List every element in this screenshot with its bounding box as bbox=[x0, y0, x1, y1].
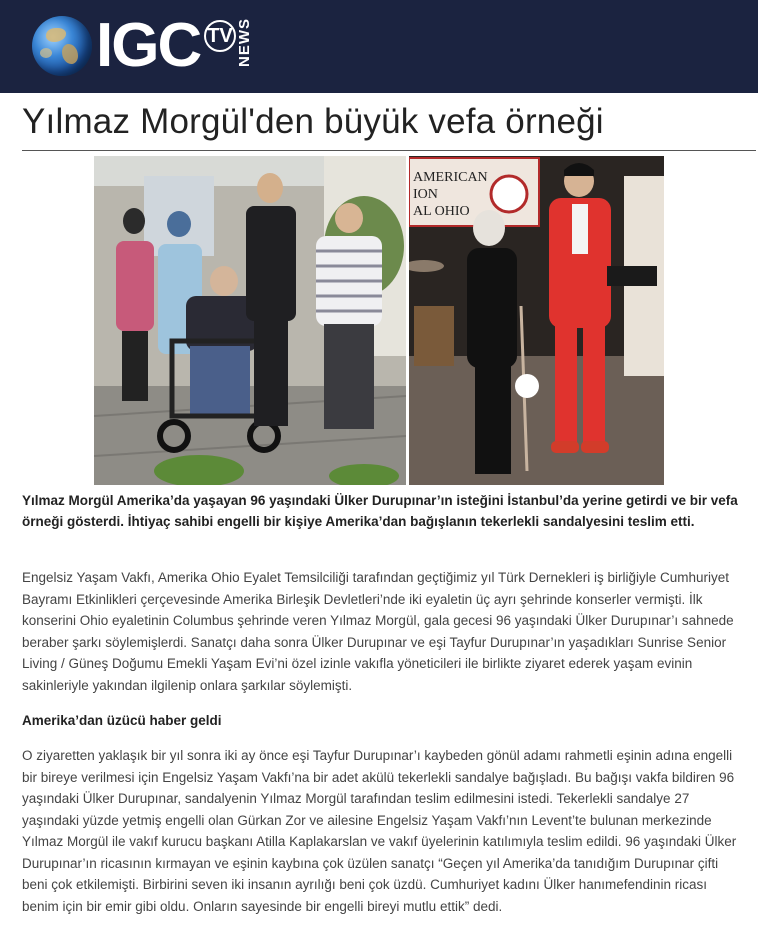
logo-text: IGC bbox=[96, 11, 201, 80]
banner-text-line2: ION bbox=[413, 187, 438, 202]
logo-tv-badge: TV bbox=[204, 20, 236, 52]
article-lead: Yılmaz Morgül Amerika’da yaşayan 96 yaşındaki Ülker Durupınar’ın isteğini İstanbul’da yerine getirdi ve bir vefa örneği gösterdi. İhtiyaç sahibi engelli bir kişiye Amerika’dan bağışlanın tekerlekli sandalyesini teslim etti. bbox=[22, 493, 738, 529]
banner-text-line1: AMERICAN bbox=[413, 170, 488, 185]
banner-text-line3: AL OHIO bbox=[413, 204, 470, 219]
article-subheading: Amerika’dan üzücü haber geldi bbox=[22, 713, 222, 728]
article-paragraph-1: Engelsiz Yaşam Vakfı, Amerika Ohio Eyalet Temsilciliği tarafından geçtiğimiz yıl Türk Dernekleri iş birliğiyle Cumhuriyet Bayramı Etkinlikleri çerçevesinde Amerika Birleşik Devletleri’nde iki eyaletin üç ayrı şehrinde konserler vermişti. İlk konserini Ohio eyaletinin Columbus şehrinde veren Yılmaz Morgül, gala gecesi 96 yaşındaki Ülker Durupınar’ı sahnede beraber şarkı söylemişlerdi. Sanatçı daha sonra Ülker Durupınar ve eşi Tayfur Durupınar’ın yaşadıkları Sunrise Senior Living / Güneş Doğumu Emekli Yaşam Evi’ni özel izinle vakıfla yöneticileri ile birlikte ziyaret ederek yaşam evinin sakinleriyle yakından ilgilenip onlara şarkılar söylemişti. bbox=[22, 570, 734, 693]
article-photo-stage-performance bbox=[409, 156, 664, 485]
logo-news-label: NEWS bbox=[236, 18, 253, 67]
article-photo-wheelchair-handover bbox=[94, 156, 406, 485]
globe-icon bbox=[32, 16, 92, 76]
article-paragraph-2: O ziyaretten yaklaşık bir yıl sonra iki ay önce eşi Tayfur Durupınar’ı kaybeden gönül adamı rahmetli eşinin adına engelli bir bireye verilmesi için Engelsiz Yaşam Vakfı’na bir adet akülü tekerlekli sandalye bağışladı. Bu bağışı vakfa bildiren 96 yaşındaki Ülker Durupınar, sandalyenin Yılmaz Morgül tarafından teslim edilmesini istedi. Tekerlekli sandalye 27 yaşındaki yüzde yetmiş engelli olan Gürkan Zor ve ailesine Engelsiz Yaşam Vakfı’nın Levent’te bulunan merkezinde Yılmaz Morgül ile vakıf kurucu başkanı Atilla Kaplakarslan ve vakıf üyelerinin katılımıyla teslim edildi. 96 yaşındaki Ülker Durupınar’ın ricasının kırmayan ve eşinin kaybına çok üzülen sanatçı “Geçen yıl Amerika’da tanıdığım Durupınar çifti beni çok etkilemişti. Birbirini seven iki insanın ayrılığı beni çok üzdü. Cumhuriyet kadını Ülker hanımefendinin ricası benim için bir emir gibi oldu. Onların sayesinde bir engelli bireyi mutlu ettik” dedi. bbox=[22, 748, 737, 914]
title-divider bbox=[22, 150, 756, 151]
site-header bbox=[0, 0, 758, 93]
article-title: Yılmaz Morgül'den büyük vefa örneği bbox=[22, 102, 604, 141]
site-logo[interactable] bbox=[32, 12, 272, 80]
